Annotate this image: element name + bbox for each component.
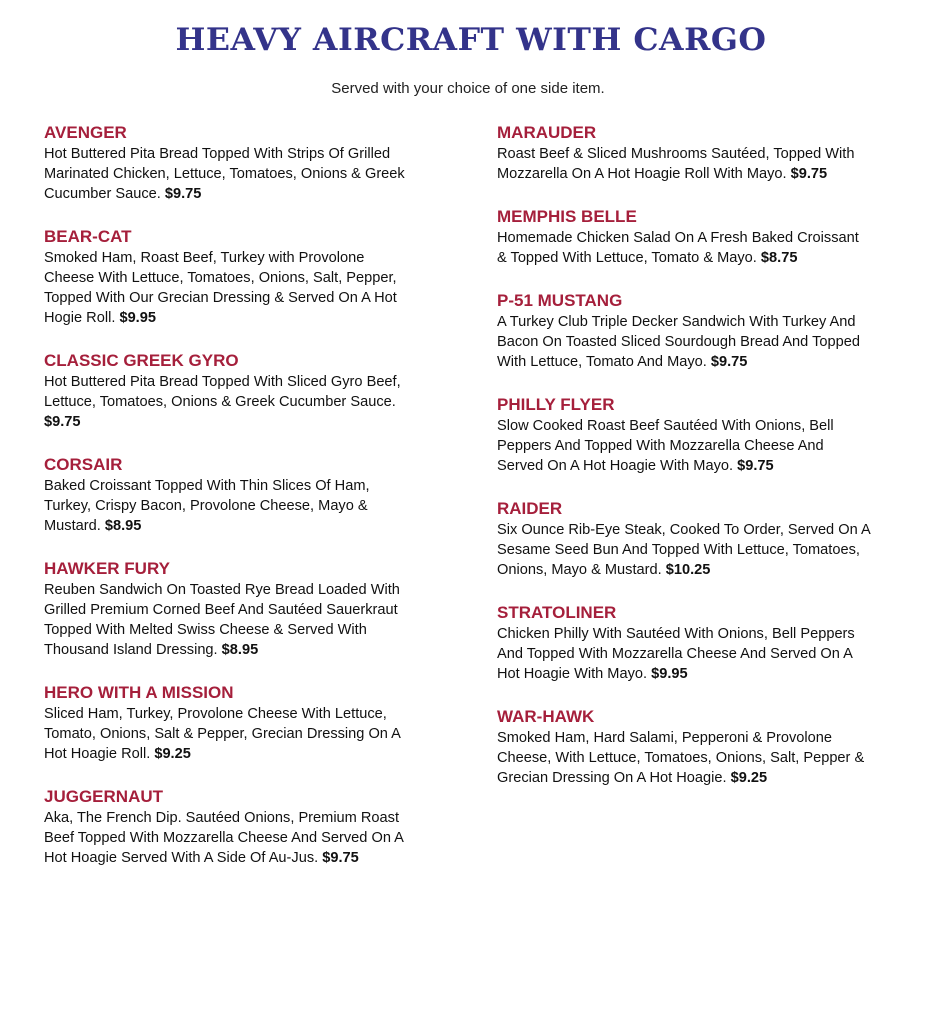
menu-item-price: $9.75 [790, 166, 828, 182]
description-text: Chicken Philly With Sautéed With Onions, Bell Peppers [497, 626, 855, 642]
menu-item-description-line [44, 808, 484, 828]
description-text: Peppers And Topped With Mozzarella Cheese And [497, 438, 824, 454]
menu-item [497, 498, 937, 580]
menu-item-name: AVENGER [44, 123, 127, 142]
menu-item-description-line [44, 724, 484, 744]
description-text: Mustard. [44, 518, 101, 534]
description-text: Tomato, Onions, Salt & Pepper, Grecian Dressing On A [44, 726, 401, 742]
menu-item-description-line [497, 164, 937, 184]
menu-item-price: $9.75 [44, 414, 81, 430]
menu-item-price: $10.25 [665, 562, 711, 578]
description-text: Hot Hoagie With Mayo. [497, 666, 648, 682]
menu-item [497, 706, 937, 788]
description-text: Mozzarella On A Hot Hoagie Roll With Mayo. [497, 166, 787, 182]
menu-item-description-line [44, 704, 484, 724]
menu-item-price: $9.75 [710, 354, 748, 370]
description-text: Smoked Ham, Hard Salami, Pepperoni & Provolone [497, 730, 833, 746]
menu-item-description-line [497, 768, 937, 788]
menu-item [44, 350, 484, 432]
description-text: Hot Hoagie Roll. [44, 746, 151, 762]
menu-item-description-line [44, 828, 484, 848]
menu-item-price: $9.75 [164, 186, 202, 202]
menu-item-description-line [44, 144, 484, 164]
menu-item [497, 122, 937, 184]
description-text: Baked Croissant Topped With Thin Slices Of Ham, [44, 478, 370, 494]
description-text: Cheese With Lettuce, Tomatoes, Onions, Salt, Pepper, [44, 270, 397, 286]
description-text: Hot Hoagie Served With A Side Of Au-Jus. [44, 850, 319, 866]
description-text: And Topped With Mozzarella Cheese And Served On A [497, 646, 853, 662]
description-text: Bacon On Toasted Sliced Sourdough Bread And Topped [497, 334, 860, 350]
menu-item-name: STRATOLINER [497, 603, 617, 622]
menu-item-description-line [497, 624, 937, 644]
description-text: Slow Cooked Roast Beef Sautéed With Onions, Bell [497, 418, 834, 434]
menu-item-description-line [497, 644, 937, 664]
menu-item-description-line [44, 268, 484, 288]
menu-item-description-line [497, 228, 937, 248]
menu-item-price: $8.95 [104, 518, 142, 534]
menu-item-description-line [497, 416, 937, 436]
menu-item-description-line [44, 184, 484, 204]
menu-item-name: CLASSIC GREEK GYRO [44, 351, 239, 370]
description-text: Reuben Sandwich On Toasted Rye Bread Loaded With [44, 582, 400, 598]
menu-item-name: CORSAIR [44, 455, 123, 474]
description-text: Cheese, With Lettuce, Tomatoes, Onions, Salt, Pepper & [497, 750, 865, 766]
menu-item-description-line [44, 248, 484, 268]
menu-column-left [44, 122, 484, 890]
menu-item-description-line [497, 312, 937, 332]
description-text: Roast Beef & Sliced Mushrooms Sautéed, Topped With [497, 146, 855, 162]
menu-item-description-line [497, 352, 937, 372]
menu-item-description-line [497, 520, 937, 540]
menu-item-description-line [497, 436, 937, 456]
description-text: Hot Buttered Pita Bread Topped With Strips Of Grilled [44, 146, 391, 162]
menu-item-description-line [44, 600, 484, 620]
menu-subtitle: Served with your choice of one side item. [331, 80, 605, 97]
description-text: Grilled Premium Corned Beef And Sautéed Sauerkraut [44, 602, 398, 618]
menu-item-description-line [497, 560, 937, 580]
description-text: Aka, The French Dip. Sautéed Onions, Premium Roast [44, 810, 400, 826]
menu-item-name: HERO WITH A MISSION [44, 683, 234, 702]
description-text: Thousand Island Dressing. [44, 642, 218, 658]
description-text: Hot Buttered Pita Bread Topped With Sliced Gyro Beef, [44, 374, 401, 390]
menu-item [497, 394, 937, 476]
menu-item-price: $9.75 [322, 850, 359, 866]
description-text: Hogie Roll. [44, 310, 116, 326]
menu-item [44, 558, 484, 660]
menu-item-name: BEAR-CAT [44, 227, 132, 246]
description-text: Served On A Hot Hoagie With Mayo. [497, 458, 734, 474]
menu-item-price: $9.25 [730, 770, 768, 786]
description-text: Onions, Mayo & Mustard. [497, 562, 662, 578]
description-text: Topped With Melted Swiss Cheese & Served With [44, 622, 367, 638]
menu-item-price: $9.25 [154, 746, 191, 762]
menu-item-name: PHILLY FLYER [497, 395, 615, 414]
menu-item-price: $9.95 [119, 310, 156, 326]
sirved-watermark: sirved [522, 830, 900, 960]
menu-item [44, 786, 484, 868]
menu-item-name: HAWKER FURY [44, 559, 170, 578]
menu-item [44, 122, 484, 204]
menu-item [44, 682, 484, 764]
description-text: Topped With Our Grecian Dressing & Served On A Hot [44, 290, 397, 306]
menu-item-name: MARAUDER [497, 123, 597, 142]
menu-item [44, 454, 484, 536]
menu-item-description-line [497, 144, 937, 164]
description-text: Sliced Ham, Turkey, Provolone Cheese With Lettuce, [44, 706, 387, 722]
description-text: Lettuce, Tomatoes, Onions & Greek Cucumber Sauce. [44, 394, 396, 410]
menu-item-name: RAIDER [497, 499, 563, 518]
menu-item-description-line [44, 640, 484, 660]
menu-item-description-line [497, 664, 937, 684]
menu-item-description-line [44, 848, 484, 868]
menu-item-name: WAR-HAWK [497, 707, 595, 726]
menu-item-description-line [497, 248, 937, 268]
menu-item-name: P-51 MUSTANG [497, 291, 623, 310]
description-text: Turkey, Crispy Bacon, Provolone Cheese, Mayo & [44, 498, 368, 514]
description-text: Six Ounce Rib-Eye Steak, Cooked To Order, Served On A [497, 522, 871, 538]
menu-item [497, 290, 937, 372]
menu-item-description-line [497, 748, 937, 768]
description-text: A Turkey Club Triple Decker Sandwich With Turkey And [497, 314, 856, 330]
menu-item-description-line [44, 516, 484, 536]
menu-item-description-line [44, 580, 484, 600]
menu-item-description-line [44, 476, 484, 496]
menu-item [497, 206, 937, 268]
menu-item-price: $8.75 [760, 250, 798, 266]
menu-item-description-line [44, 620, 484, 640]
menu-item-description-line [44, 496, 484, 516]
menu-item-description-line [497, 540, 937, 560]
description-text: Cucumber Sauce. [44, 186, 161, 202]
menu-item-description-line [44, 164, 484, 184]
menu-item-description-line [44, 372, 484, 392]
description-text: & Topped With Lettuce, Tomato & Mayo. [497, 250, 757, 266]
menu-item-price: $9.95 [651, 666, 688, 682]
menu-item-description-line [44, 392, 484, 412]
description-text: Grecian Dressing On A Hot Hoagie. [497, 770, 727, 786]
menu-item [497, 602, 937, 684]
description-text: Homemade Chicken Salad On A Fresh Baked Croissant [497, 230, 859, 246]
description-text: Marinated Chicken, Lettuce, Tomatoes, Onions & Greek [44, 166, 405, 182]
menu-item-description-line [44, 308, 484, 328]
menu-column-right [497, 122, 937, 810]
menu-item-price: $8.95 [221, 642, 259, 658]
description-text: Beef Topped With Mozzarella Cheese And Served On A [44, 830, 404, 846]
menu-item-name: MEMPHIS BELLE [497, 207, 637, 226]
description-text: Smoked Ham, Roast Beef, Turkey with Provolone [44, 250, 365, 266]
menu-item-description-line [44, 288, 484, 308]
menu-title: HEAVY AIRCRAFT WITH CARGO [175, 22, 767, 58]
menu-item-description-line [44, 412, 484, 432]
menu-item-description-line [497, 728, 937, 748]
menu-item-name: JUGGERNAUT [44, 787, 164, 806]
description-text: With Lettuce, Tomato And Mayo. [497, 354, 707, 370]
menu-item-description-line [497, 456, 937, 476]
description-text: Sesame Seed Bun And Topped With Lettuce, Tomatoes, [497, 542, 860, 558]
menu-item [44, 226, 484, 328]
menu-item-description-line [44, 744, 484, 764]
menu-item-description-line [497, 332, 937, 352]
menu-item-price: $9.75 [737, 458, 774, 474]
